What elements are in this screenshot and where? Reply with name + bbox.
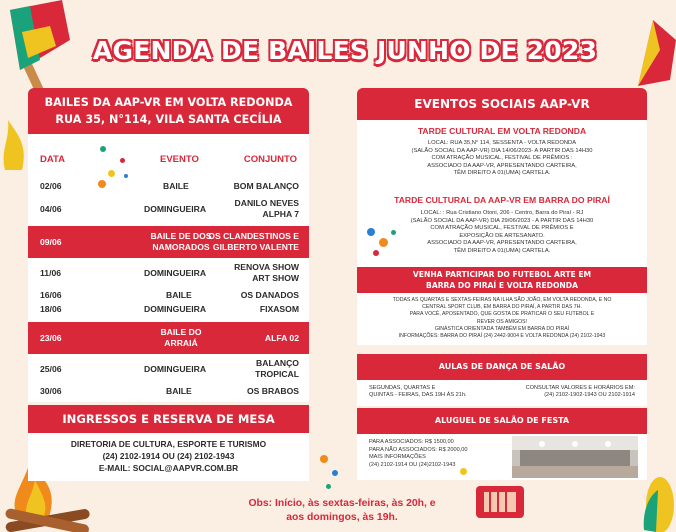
confetti-dot (320, 455, 328, 463)
table-row (28, 290, 309, 302)
aulas-body (357, 380, 647, 406)
detail-line: MAIS INFORMAÇÕES (369, 454, 426, 460)
row-band: OS CLANDESTINOS E GILBERTO VALENTE (208, 231, 299, 252)
row-date: 18/06 (40, 304, 62, 314)
aulas-schedule (369, 385, 467, 399)
confetti-dot (326, 484, 331, 489)
eventos-body (357, 120, 647, 267)
detail-line: PARA NÃO ASSOCIADOS: R$ 2000,00 (369, 446, 468, 453)
ingressos-email: E-MAIL: SOCIAL@AAPVR.COM.BR (98, 463, 239, 473)
detail-line: SEGUNDAS, QUARTAS E (369, 385, 436, 391)
column-header-band: CONJUNTO (243, 154, 297, 165)
detail-line: EXPOSIÇÃO DE ARTESANATO. (459, 232, 545, 239)
row-date: 04/06 (40, 204, 62, 214)
detail-line: QUINTAS - FEIRAS, DAS 19H ÀS 21h. (369, 392, 467, 398)
row-event: DOMINGUEIRA (144, 268, 207, 278)
row-date: 25/06 (40, 364, 62, 374)
futebol-heading (357, 267, 647, 293)
row-event: DOMINGUEIRA (144, 204, 207, 214)
confetti-dot (108, 170, 115, 177)
detail-line: PARA ASSOCIADOS: R$ 1500,00 (369, 439, 454, 445)
row-date: 23/06 (40, 333, 62, 343)
row-event: BAILE (163, 181, 189, 191)
confetti-dot (332, 470, 338, 476)
row-band: OS BRABOS (246, 386, 299, 396)
row-band: BALANÇO TROPICAL (255, 358, 299, 379)
detail-line: COM ATRAÇÃO MUSICAL, FESTIVAL DE PRÊMIOS : (431, 155, 573, 161)
detail-line: (24) 2102-1914 OU (24)2102-1943 (369, 461, 456, 468)
ingressos-line1: DIRETORIA DE CULTURA, ESPORTE E TURISMO (70, 439, 267, 449)
confetti-dot (124, 174, 128, 178)
aluguel-body (357, 434, 647, 480)
aulas-contact (526, 385, 635, 399)
confetti-dot (373, 250, 379, 256)
row-event: BAILE DO ARRAIÁ (160, 327, 202, 348)
row-date: 09/06 (40, 237, 62, 247)
bp-event-details (357, 210, 647, 255)
confetti-dot (100, 146, 106, 152)
ingressos-heading: INGRESSOS E RESERVA DE MESA (28, 405, 309, 433)
detail-line: ASSOCIADO DA AAP-VR, APRESENTANDO CARTEIRA, (427, 240, 577, 246)
futebol-details (357, 297, 647, 340)
row-band: BOM BALANÇO (233, 181, 299, 191)
detail-line: GINÁSTICA ORIENTADA TAMBÉM EM BARRA DO PIRAÍ (434, 325, 570, 332)
table-row (28, 304, 309, 316)
confetti-dot (460, 468, 467, 475)
row-band: DANILO NEVES ALPHA 7 (234, 198, 299, 219)
column-header-event: EVENTO (160, 154, 199, 165)
row-band: OS DANADOS (240, 290, 299, 300)
bp-event-title: TARDE CULTURAL DA AAP-VR EM BARRA DO PIRAÍ (394, 195, 610, 205)
vr-event-details (357, 140, 647, 178)
detail-line: TÊM DIREITO A 01(UMA) CARTELA. (453, 247, 551, 254)
confetti-dot (120, 158, 125, 163)
table-row (28, 262, 309, 286)
column-header-date: DATA (40, 154, 65, 165)
bailes-heading-line1: BAILES DA AAP-VR EM VOLTA REDONDA (44, 96, 293, 109)
row-event: BAILE (166, 290, 192, 300)
accordion-decoration (470, 478, 530, 528)
detail-line: ASSOCIADO DA AAP-VR, APRESENTANDO CARTEIRA, (427, 162, 577, 169)
obs-line1: Obs: Início, às sextas-feiras, às 20h, e (248, 498, 436, 509)
row-date: 30/06 (40, 386, 62, 396)
futebol-heading-line2: BARRA DO PIRAÍ E VOLTA REDONDA (426, 281, 578, 290)
detail-line: REVER OS AMIGOS! (476, 318, 528, 325)
detail-line: TÊM DIREITO A 01(UMA) CARTELA. (453, 170, 551, 176)
aluguel-heading: ALUGUEL DE SALÃO DE FESTA (357, 408, 647, 434)
row-date: 16/06 (40, 290, 62, 300)
row-band: FIXASOM (259, 304, 299, 314)
vr-event-title: TARDE CULTURAL EM VOLTA REDONDA (417, 126, 587, 136)
table-row (28, 226, 309, 258)
flame-decoration (0, 110, 30, 170)
detail-line: LOCAL: RUA 35,N° 114, SESSENTA - VOLTA REDONDA (427, 140, 577, 146)
bailes-table (28, 134, 309, 402)
detail-line: (24) 2102-1902-1943 OU 2102-1914 (544, 392, 635, 398)
row-date: 02/06 (40, 181, 62, 191)
row-event: DOMINGUEIRA (144, 304, 207, 314)
party-hall-photo (512, 436, 638, 478)
aulas-heading: AULAS DE DANÇA DE SALÃO (357, 354, 647, 380)
row-event: BAILE (166, 386, 192, 396)
detail-line: PARA VOCÊ, APOSENTADO, QUE GOSTA DE PRATICAR O SEU FUTEBOL E (409, 311, 595, 318)
detail-line: LOCAL: : Rua Cristiano Otoni, 206 - Centro, Barra do Piraí - RJ (420, 210, 584, 216)
obs-line2: aos domingos, às 19h. (286, 512, 398, 523)
row-band: RENOVA SHOW ART SHOW (234, 262, 299, 283)
detail-line: TODAS AS QUARTAS E SEXTAS-FEIRAS NA ILHA SÃO JOÃO, EM VOLTA REDONDA, E NO (392, 297, 612, 303)
detail-line: INFORMAÇÕES: BARRA DO PIRAÍ (24) 2442-9004 E VOLTA REDONDA (24) 2102-1943 (398, 333, 606, 340)
futebol-body (357, 293, 647, 345)
detail-line: CONSULTAR VALORES E HORÁRIOS EM: (525, 385, 635, 391)
confetti-dot (391, 230, 396, 235)
page-title: AGENDA DE BAILES JUNHO DE 2023 (92, 36, 598, 65)
confetti-dot (367, 228, 375, 236)
detail-line: CENTRAL SPORT CLUB, EM BARRA DO PIRAÍ, A PARTIR DAS 7H. (422, 304, 582, 311)
aluguel-prices (369, 439, 467, 469)
table-row (28, 322, 309, 354)
detail-line: COM ATRAÇÃO MUSICAL, FESTIVAL DE PRÊMIOS E (430, 225, 574, 231)
detail-line: (SALÃO SOCIAL DA AAP-VR) DIA 14/06/2023- A PARTIR DAS 14H30 (411, 147, 593, 154)
paper-fan-decoration (630, 20, 676, 90)
bailes-heading-line2: RUA 35, N°114, VILA SANTA CECÍLIA (55, 113, 282, 126)
table-row (28, 181, 309, 193)
ingressos-phone: (24) 2102-1914 OU (24) 2102-1943 (102, 451, 235, 461)
ingressos-contact (28, 433, 309, 481)
row-date: 11/06 (40, 268, 62, 278)
row-event: DOMINGUEIRA (144, 364, 207, 374)
row-event: BAILE DE DOS NAMORADOS (150, 231, 212, 252)
table-row (28, 198, 309, 222)
bailes-heading (28, 88, 309, 134)
table-row (28, 358, 309, 382)
table-row (28, 386, 309, 398)
confetti-dot (379, 238, 388, 247)
futebol-heading-line1: VENHA PARTICIPAR DO FUTEBOL ARTE EM (412, 270, 592, 279)
observation-note (222, 497, 462, 525)
detail-line: (SALÃO SOCIAL DA AAP-VR) DIA 29/06/2023 - A PARTIR DAS 14H30 (410, 217, 594, 224)
eventos-heading: EVENTOS SOCIAIS AAP-VR (357, 88, 647, 120)
row-band: ALFA 02 (264, 333, 299, 343)
